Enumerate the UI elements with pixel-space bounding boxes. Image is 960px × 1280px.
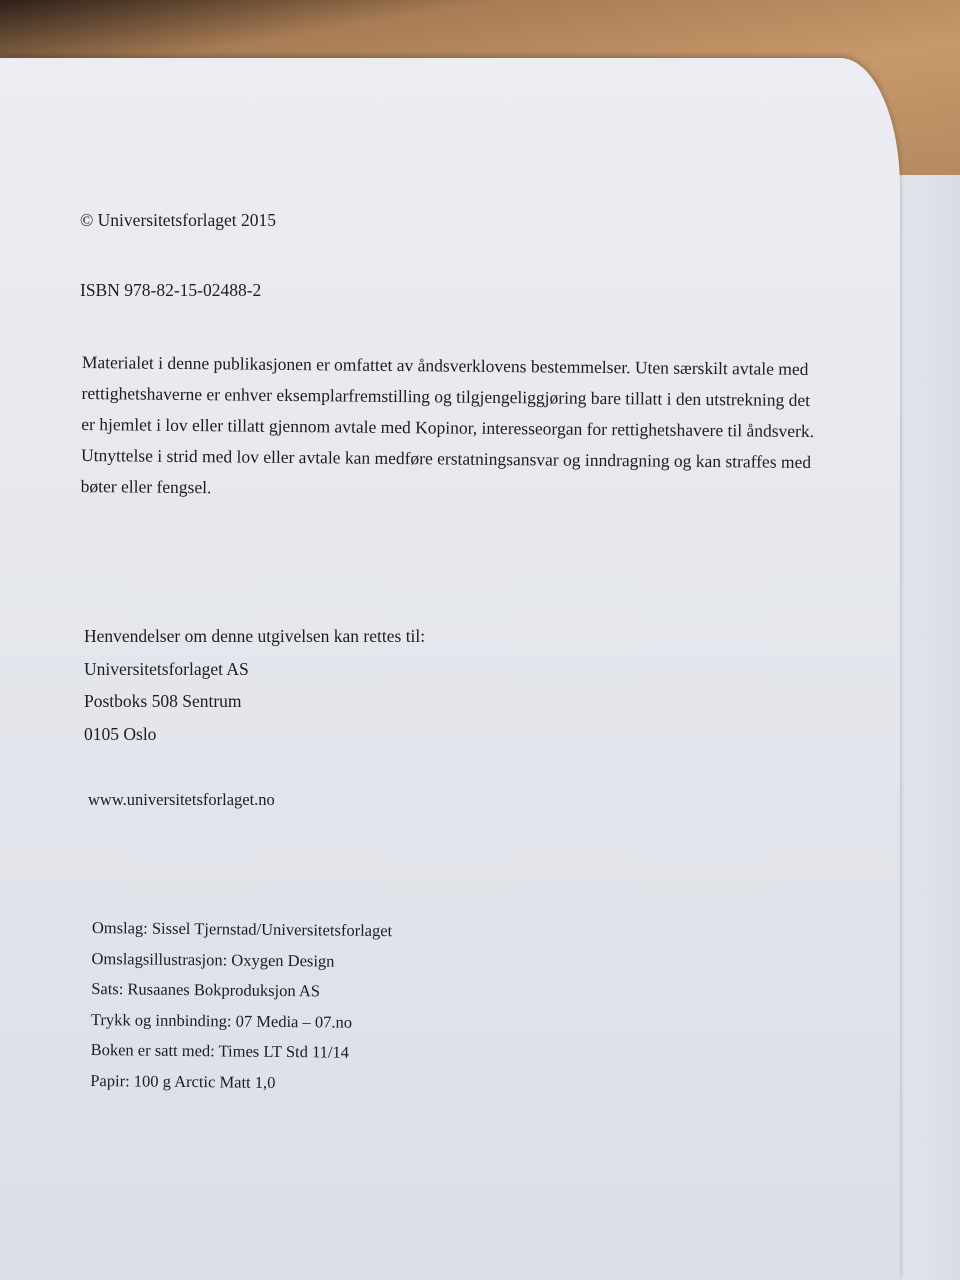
contact-intro: Henvendelser om denne utgivelsen kan rettes til: bbox=[84, 626, 426, 646]
colophon-line: Boken er satt med: Times LT Std 11/14 bbox=[90, 1039, 350, 1062]
publisher-name: Universitetsforlaget AS bbox=[84, 658, 249, 679]
legal-line: rettighetshaverne er enhver eksemplarfremstilling og tilgjengeliggjøring bare tillatt i den utstrekning det bbox=[81, 382, 811, 410]
colophon-line: Sats: Rusaanes Bokproduksjon AS bbox=[91, 978, 321, 1001]
colophon bbox=[90, 918, 392, 1104]
legal-line: Utnyttelse i strid med lov eller avtale kan medføre erstatningsansvar og inndragning og kan straffes med bbox=[80, 444, 812, 473]
colophon-line: Papir: 100 g Arctic Matt 1,0 bbox=[90, 1070, 276, 1092]
legal-line: bøter eller fengsel. bbox=[80, 475, 212, 498]
contact-address bbox=[84, 626, 425, 756]
legal-line: er hjemlet i lov eller tillatt gjennom avtale med Kopinor, interesseorgan for rettighetshavere til åndsverk. bbox=[81, 413, 815, 442]
legal-notice bbox=[81, 352, 815, 514]
colophon-line: Omslag: Sissel Tjernstad/Universitetsforlaget bbox=[91, 918, 393, 941]
colophon-line: Omslagsillustrasjon: Oxygen Design bbox=[91, 948, 335, 971]
copyright-line: © Universitetsforlaget 2015 bbox=[80, 210, 277, 230]
postal-city: 0105 Oslo bbox=[84, 723, 157, 744]
website-link: www.universitetsforlaget.no bbox=[88, 790, 275, 809]
colophon-line: Trykk og innbinding: 07 Media – 07.no bbox=[90, 1009, 353, 1032]
legal-line: Materialet i denne publikasjonen er omfattet av åndsverklovens bestemmelser. Uten særskilt avtale med bbox=[81, 352, 809, 379]
postal-box: Postboks 508 Sentrum bbox=[84, 691, 242, 711]
isbn-line: ISBN 978-82-15-02488-2 bbox=[80, 280, 262, 300]
